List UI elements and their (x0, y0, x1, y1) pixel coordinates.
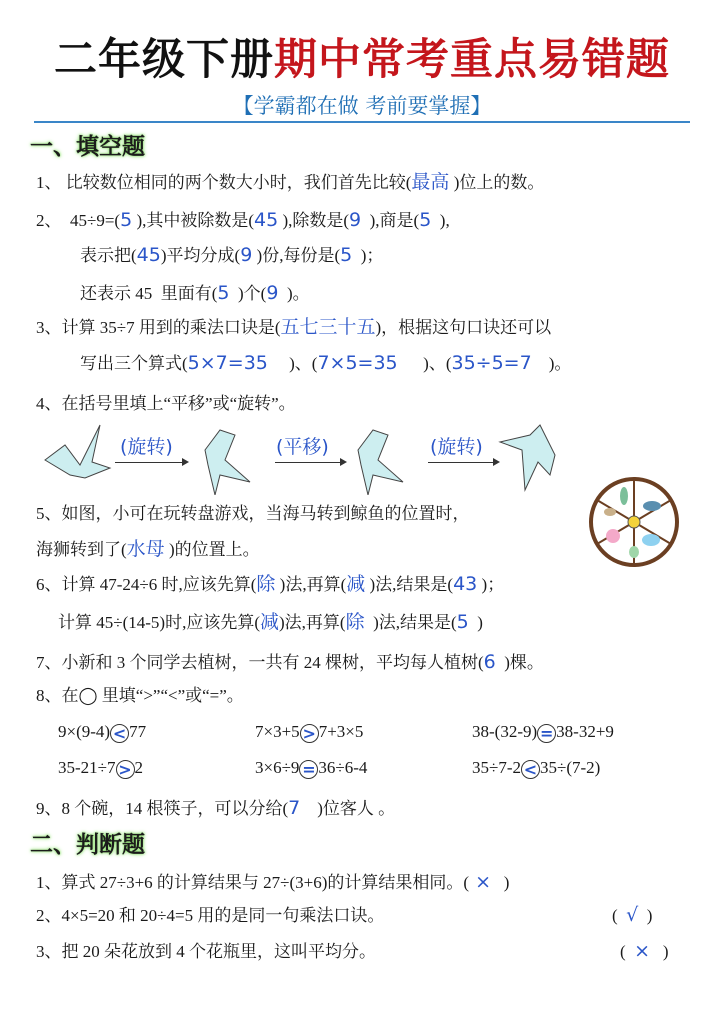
question-text: 7、小新和 3 个同学去植树，一共有 24 棵树，平均每人植树( (36, 653, 484, 672)
seahorse-icon (620, 487, 628, 505)
comparison-left: 3×6÷9 (255, 758, 300, 777)
comparison-circle: = (537, 724, 556, 743)
question-text: ),其中被除数是( (132, 211, 255, 230)
question-line (80, 243, 383, 268)
crane-icon (358, 430, 403, 495)
question-line (36, 572, 504, 597)
question-text: )平均分成( (160, 246, 241, 265)
handwritten-answer: 45 (254, 209, 279, 231)
handwritten-answer: × (634, 940, 651, 962)
question-line (36, 796, 395, 821)
handwritten-answer: 5 (456, 611, 469, 633)
comparison-left: 9×(9-4) (58, 722, 111, 741)
answer-bracket (620, 940, 669, 962)
question-text: 8、在◯ 里填“>”“<”或“=”。 (36, 686, 244, 705)
arrow-icon (428, 462, 498, 463)
handwritten-answer: 五七三十五 (280, 316, 376, 338)
section-heading-true-false: 二、判断题 (30, 831, 145, 858)
page-title (0, 26, 724, 87)
question-text: )个( (229, 284, 267, 303)
question-line (80, 281, 310, 306)
question-line (36, 208, 450, 233)
handwritten-answer: 9 (349, 209, 362, 231)
question-text: 9、8 个碗，14 根筷子，可以分给( (36, 799, 289, 818)
handwritten-answer: √ (626, 904, 639, 926)
question-text: )。 (531, 354, 572, 373)
question-text: 4、在括号里填上“平移”或“旋转”。 (36, 394, 296, 413)
question-text: ),商是( (361, 211, 420, 230)
handwritten-answer: 7×5=35 (317, 352, 398, 374)
question-text: )、( (397, 354, 452, 373)
comparison-item (58, 722, 146, 743)
question-line (36, 650, 544, 675)
handwritten-answer: 5 (419, 209, 432, 231)
question-text: ( (612, 906, 627, 925)
question-line (36, 870, 509, 895)
divider (34, 121, 690, 123)
handwritten-answer: × (469, 871, 492, 893)
section-heading-fill-blank: 一、填空题 (30, 133, 145, 160)
question-text: )法,结果是( (364, 613, 457, 632)
handwritten-answer: 5×7=35 (187, 352, 268, 374)
question-text: )法,结果是( (365, 575, 454, 594)
handwritten-answer: 35÷5=7 (451, 352, 532, 374)
comparison-right: 36÷6-4 (318, 758, 368, 777)
title-black-part: 二年级下册 (54, 35, 274, 85)
question-text: )位上的数。 (449, 173, 545, 192)
handwritten-answer: 5 (340, 244, 353, 266)
question-line (36, 315, 551, 340)
comparison-left: 7×3+5 (255, 722, 300, 741)
comparison-item (472, 758, 600, 779)
handwritten-answer: 45 (136, 244, 161, 266)
handwritten-answer: 5 (217, 282, 230, 304)
arrow-icon (275, 462, 345, 463)
crane-transform-figure (40, 420, 560, 495)
comparison-right: 35÷(7-2) (540, 758, 601, 777)
question-text: 3、把 20 朵花放到 4 个花瓶里，这叫平均分。 (36, 942, 376, 961)
question-line (36, 684, 244, 708)
question-text: 6、计算 47-24÷6 时,应该先算( (36, 575, 257, 594)
question-text: 2、4×5=20 和 20÷4=5 用的是同一句乘法口诀。 (36, 906, 385, 925)
question-text: ( (620, 942, 635, 961)
question-text: )棵。 (495, 653, 544, 672)
jellyfish-icon (606, 529, 620, 543)
question-line (36, 392, 296, 416)
question-line (36, 940, 376, 964)
comparison-left: 35-21÷7 (58, 758, 116, 777)
comparison-left: 38-(32-9) (472, 722, 538, 741)
handwritten-answer: 9 (240, 244, 253, 266)
question-text: )、( (267, 354, 318, 373)
comparison-left: 35÷7-2 (472, 758, 521, 777)
crane-icon (45, 425, 110, 478)
question-text: 海狮转到了( (36, 540, 127, 559)
comparison-circle: > (116, 760, 135, 779)
transform-label: (旋转) (430, 436, 483, 458)
comparison-circle: < (110, 724, 129, 743)
handwritten-answer: 7 (288, 797, 301, 819)
question-line (36, 537, 260, 562)
comparison-right: 77 (129, 722, 147, 741)
comparison-circle: < (521, 760, 540, 779)
handwritten-answer: 9 (266, 282, 279, 304)
question-text: ) (468, 613, 483, 632)
question-line (36, 904, 384, 928)
question-text: 3、计算 35÷7 用到的乘法口诀是( (36, 318, 281, 337)
comparison-right: 7+3×5 (318, 722, 364, 741)
jellyfish-area-icon (642, 534, 660, 546)
question-text: )。 (278, 284, 310, 303)
question-text: ) (638, 906, 653, 925)
whale-icon (643, 501, 661, 511)
question-text: 1、算式 27÷3+6 的计算结果与 27÷(3+6)的计算结果相同。( (36, 873, 470, 892)
handwritten-answer: 43 (453, 573, 478, 595)
question-line (58, 610, 483, 635)
comparison-circle: = (299, 760, 318, 779)
handwritten-answer: 5 (120, 209, 133, 231)
handwritten-answer: 6 (483, 651, 496, 673)
question-text: )； (352, 246, 384, 265)
handwritten-answer: 除 (345, 611, 365, 633)
comparison-item (58, 758, 143, 779)
arrow-icon (115, 462, 187, 463)
crane-icon (500, 425, 555, 490)
handwritten-answer: 减 (259, 611, 279, 633)
question-text: )的位置上。 (164, 540, 260, 559)
question-text: ) (491, 873, 510, 892)
question-text: 计算 45÷(14-5)时,应该先算( (58, 613, 260, 632)
transform-label: (平移) (276, 436, 329, 458)
handwritten-answer: 水母 (126, 538, 165, 560)
comparison-item (255, 758, 367, 779)
question-text: )份,每份是( (252, 246, 341, 265)
handwritten-answer: 最高 (411, 171, 450, 193)
question-text: )法,再算( (279, 613, 346, 632)
title-red-part: 期中常考重点易错题 (274, 35, 670, 85)
question-text: 表示把( (80, 246, 137, 265)
spinner-wheel-image (588, 476, 680, 568)
question-line (80, 351, 571, 376)
question-text: ) (650, 942, 669, 961)
handwritten-answer: 除 (256, 573, 276, 595)
question-text: )，根据这句口诀还可以 (375, 318, 552, 337)
answer-bracket (612, 904, 652, 926)
comparison-right: 2 (134, 758, 143, 777)
question-text: )法,再算( (275, 575, 347, 594)
question-text: )； (477, 575, 505, 594)
comparison-right: 38-32+9 (556, 722, 614, 741)
question-text: 2、 45÷9=( (36, 211, 121, 230)
question-text: )位客人 。 (300, 799, 396, 818)
question-text: ),除数是( (278, 211, 350, 230)
handwritten-answer: 减 (346, 573, 366, 595)
crane-icon (205, 430, 250, 495)
comparison-circle: > (300, 724, 319, 743)
subtitle: 【学霸都在做 考前要掌握】 (232, 94, 492, 118)
comparison-item (472, 722, 614, 743)
question-text: 写出三个算式( (80, 354, 188, 373)
question-line (36, 502, 470, 526)
question-line (36, 170, 544, 195)
question-text: ), (431, 211, 450, 230)
question-text: 1、 比较数位相同的两个数大小时，我们首先比较( (36, 173, 412, 192)
question-text: 5、如图，小可在玩转盘游戏，当海马转到鲸鱼的位置时， (36, 504, 470, 523)
comparison-item (255, 722, 363, 743)
question-text: 还表示 45 里面有( (80, 284, 218, 303)
transform-label: (旋转) (120, 436, 173, 458)
